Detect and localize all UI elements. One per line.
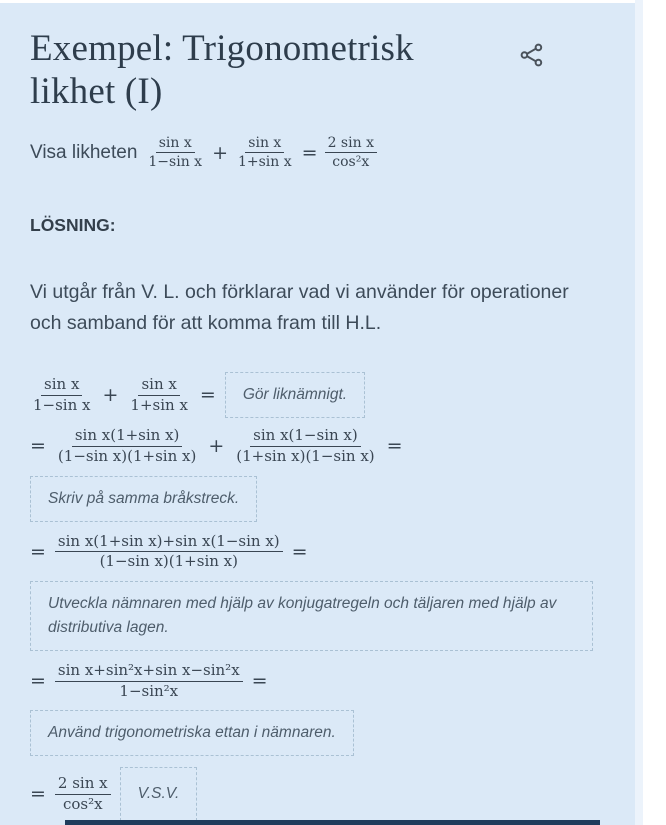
fraction-numerator: sin x(1+sin x)+sin x(1−sin x) bbox=[55, 533, 283, 553]
fraction-numerator: sin x bbox=[245, 135, 284, 154]
share-icon bbox=[518, 57, 546, 72]
hint-row bbox=[30, 476, 605, 522]
fraction-denominator: 1−sin x bbox=[33, 395, 91, 414]
equals-sign: = bbox=[386, 435, 403, 458]
fraction-denominator: 1−sin²x bbox=[119, 681, 179, 700]
equation-row-3 bbox=[30, 533, 605, 571]
plus-sign: + bbox=[208, 435, 225, 458]
fraction-denominator: 1+sin x bbox=[130, 395, 188, 414]
problem-statement bbox=[30, 128, 605, 178]
lesson-card bbox=[0, 3, 635, 825]
fraction-denominator: 1−sin x bbox=[148, 154, 203, 171]
page-title: Exempel: Trigonometrisk likhet (I) bbox=[30, 28, 414, 112]
equals-sign: = bbox=[251, 670, 268, 693]
fraction-numerator: sin x(1−sin x) bbox=[250, 427, 361, 447]
equals-sign: = bbox=[30, 783, 46, 806]
fraction bbox=[30, 376, 94, 414]
fraction-numerator: sin x bbox=[41, 376, 82, 396]
qed-box: V.S.V. bbox=[120, 767, 198, 821]
solution-derivation bbox=[30, 372, 605, 821]
fraction-denominator: cos²x bbox=[332, 154, 370, 171]
equals-sign: = bbox=[30, 670, 46, 693]
fraction bbox=[55, 662, 243, 700]
equals-sign: = bbox=[199, 384, 216, 407]
problem-formula bbox=[145, 135, 377, 171]
problem-statement-text: Visa likheten bbox=[30, 141, 138, 163]
fraction-numerator: sin x+sin²x+sin x−sin²x bbox=[55, 662, 243, 682]
fraction-numerator: 2 sin x bbox=[55, 775, 111, 795]
equation-row-4 bbox=[30, 662, 605, 700]
footer-bar bbox=[65, 820, 600, 825]
fraction-numerator: sin x(1+sin x) bbox=[72, 427, 183, 447]
hint-box-expand-conjugate-rule: Utveckla nämnaren med hjälp av konjugatregeln och täljaren med hjälp av distributiva lagen. bbox=[30, 581, 593, 651]
equation-row-1 bbox=[30, 372, 605, 418]
fraction bbox=[233, 427, 377, 465]
fraction-numerator: sin x bbox=[156, 135, 195, 154]
plus-sign: + bbox=[102, 384, 119, 407]
hint-row bbox=[30, 581, 605, 651]
hint-box-make-common-denominator: Gör liknämnigt. bbox=[225, 372, 365, 418]
solution-intro-paragraph: Vi utgår från V. L. och förklarar vad vi använder för operationer och samband för att komma fram till H.L. bbox=[30, 280, 569, 334]
hint-box-same-fraction-bar: Skriv på samma bråkstreck. bbox=[30, 476, 257, 522]
scrollbar-track[interactable] bbox=[635, 0, 643, 825]
hint-box-trig-identity: Använd trigonometriska ettan i nämnaren. bbox=[30, 710, 354, 756]
equation-row-5 bbox=[30, 767, 605, 821]
fraction-denominator: cos²x bbox=[62, 794, 103, 813]
share-button[interactable] bbox=[517, 41, 547, 71]
equals-sign: = bbox=[30, 540, 46, 563]
solution-heading: LÖSNING: bbox=[30, 214, 116, 235]
fraction bbox=[325, 135, 377, 171]
equals-sign: = bbox=[30, 435, 46, 458]
equals-sign: = bbox=[291, 540, 308, 563]
fraction bbox=[127, 376, 191, 414]
fraction-numerator: sin x bbox=[138, 376, 179, 396]
fraction bbox=[145, 135, 205, 171]
equation-row-2 bbox=[30, 427, 605, 465]
hint-row bbox=[30, 710, 605, 756]
fraction bbox=[235, 135, 295, 171]
fraction bbox=[55, 775, 111, 813]
fraction-denominator: (1−sin x)(1+sin x) bbox=[99, 552, 238, 571]
plus-sign: + bbox=[212, 141, 228, 164]
fraction-denominator: 1+sin x bbox=[237, 154, 292, 171]
fraction-denominator: (1−sin x)(1+sin x) bbox=[57, 446, 197, 465]
fraction bbox=[55, 533, 283, 571]
equals-sign: = bbox=[301, 141, 318, 164]
fraction bbox=[55, 427, 199, 465]
fraction-numerator: 2 sin x bbox=[325, 135, 377, 154]
fraction-denominator: (1+sin x)(1−sin x) bbox=[236, 446, 375, 465]
